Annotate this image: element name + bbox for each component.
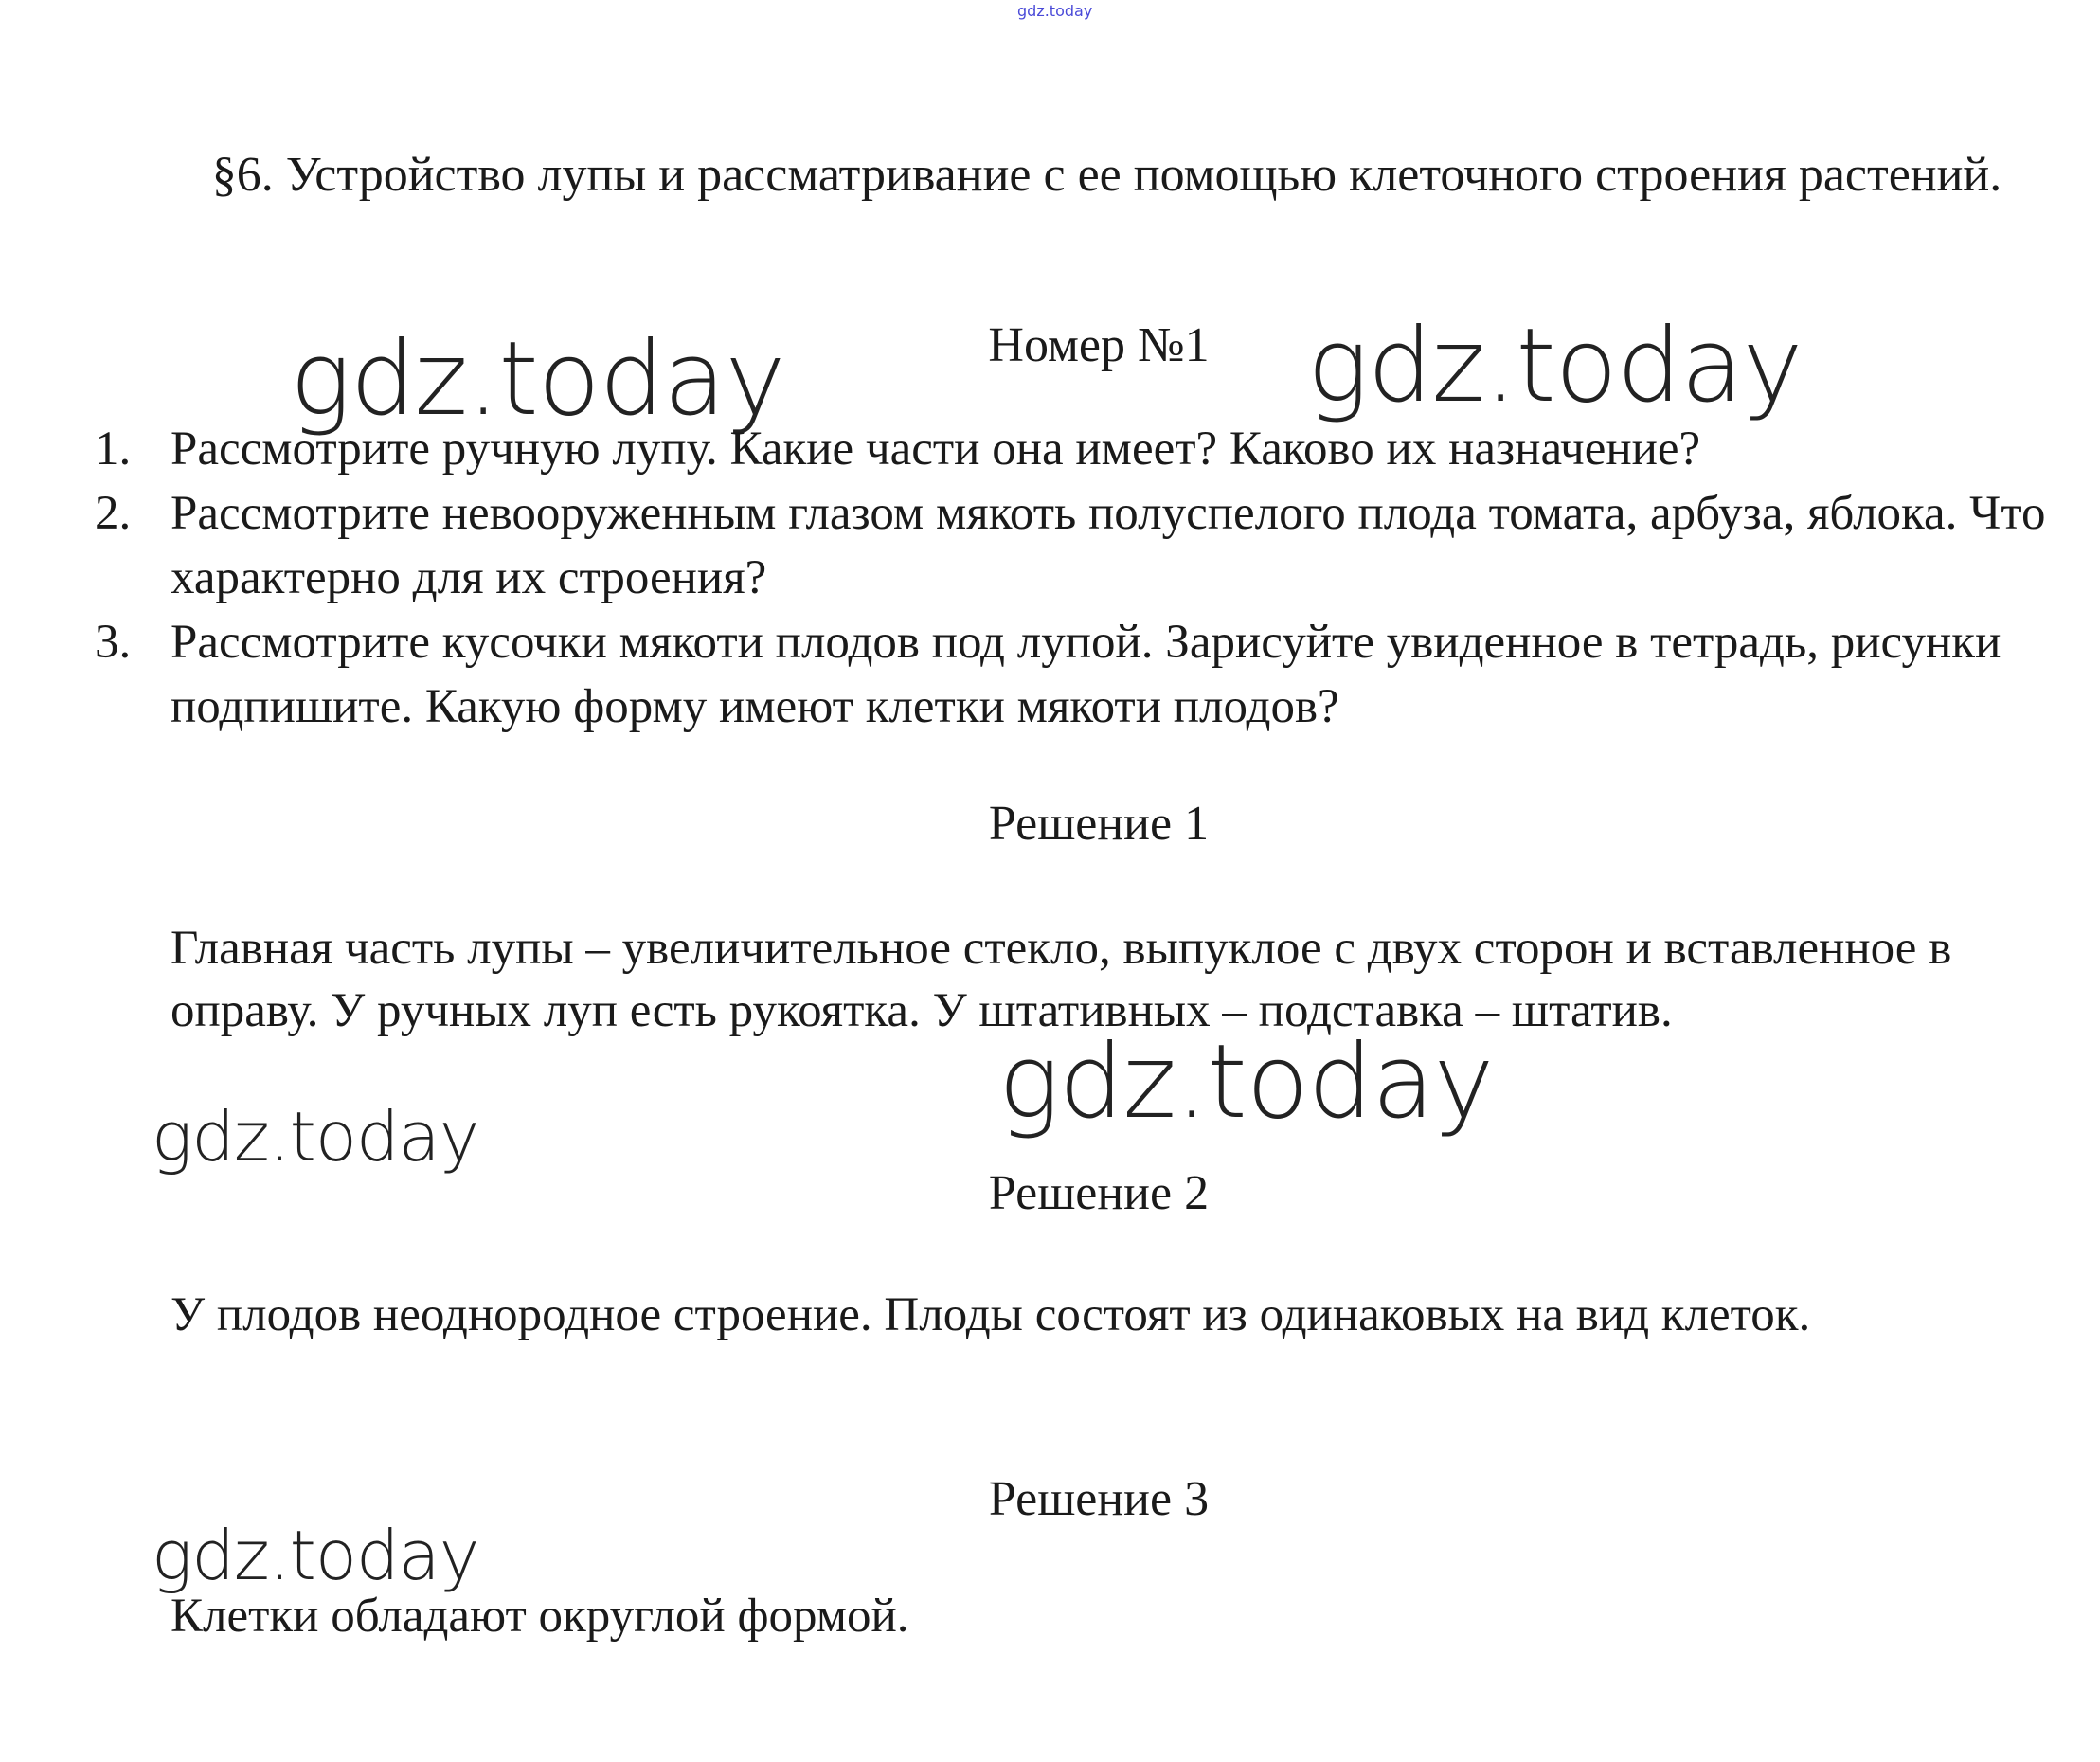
solution-3-heading: Решение 3 — [988, 1472, 1210, 1526]
header-site-link[interactable]: gdz.today — [1017, 2, 1093, 20]
question-number: 1. — [95, 423, 132, 476]
watermark: gdz.today — [290, 320, 785, 439]
question-item — [95, 610, 2065, 739]
watermark: gdz.today — [152, 1097, 479, 1177]
solution-3-text: Клетки обладают округлой формой. — [171, 1590, 909, 1643]
watermark: gdz.today — [1307, 307, 1803, 425]
solution-2-heading: Решение 2 — [988, 1166, 1210, 1220]
question-list — [95, 417, 2065, 739]
question-item — [95, 481, 2065, 610]
question-text: Рассмотрите ручную лупу. Какие части она имеет? Каково их назначение? — [171, 423, 1701, 476]
watermark: gdz.today — [152, 1516, 479, 1595]
solution-1-text: Главная часть лупы – увеличительное стекло, выпуклое с двух сторон и вставленное в оправу. У ручных луп есть рукоятка. У штативных – подставка – штатив. — [171, 922, 1952, 1037]
question-item — [95, 417, 2065, 481]
solution-2-text: У плодов неоднородное строение. Плоды состоят из одинаковых на вид клеток. — [171, 1288, 1811, 1341]
solution-1-heading: Решение 1 — [988, 797, 1210, 851]
question-number: 2. — [95, 487, 132, 540]
question-text: Рассмотрите невооруженным глазом мякоть полуспелого плода томата, арбуза, яблока. Что характерно для их строения? — [171, 487, 2046, 604]
watermark: gdz.today — [998, 1023, 1494, 1142]
question-text: Рассмотрите кусочки мякоти плодов под лупой. Зарисуйте увиденное в тетрадь, рисунки подпишите. Какую форму имеют клетки мякоти плодов? — [171, 616, 2001, 733]
page-title: §6. Устройство лупы и рассматривание с ее помощью клеточного строения растений. — [211, 148, 2002, 202]
task-heading: Номер №1 — [988, 318, 1210, 372]
question-number: 3. — [95, 616, 132, 669]
